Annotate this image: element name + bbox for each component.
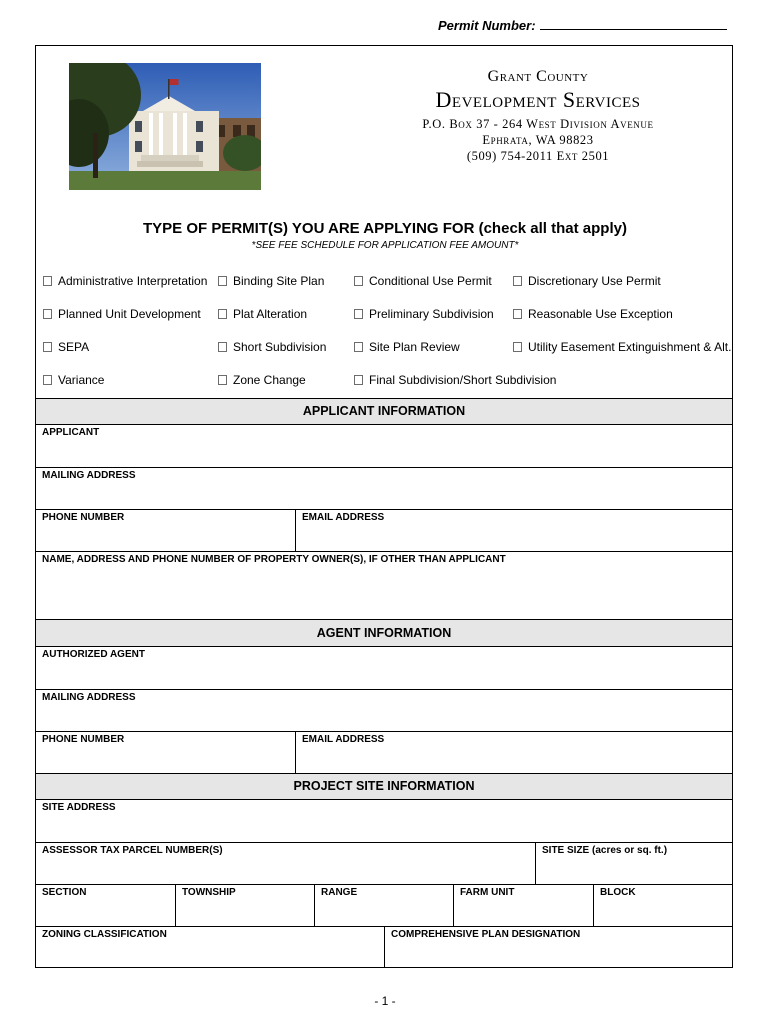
checkbox-label: Final Subdivision/Short Subdivision [369,373,557,387]
fee-schedule-note: *SEE FEE SCHEDULE FOR APPLICATION FEE AMOUNT* [251,240,519,251]
township-label: TOWNSHIP [182,887,236,898]
checkbox-label: Discretionary Use Permit [528,274,661,288]
range-field[interactable] [314,885,453,926]
checkbox-label: Site Plan Review [369,340,460,354]
zoning-classification-field[interactable] [36,927,384,967]
checkbox-box[interactable] [218,342,227,352]
checkbox-short-subdivision[interactable] [218,340,326,354]
site-address-row [36,800,732,842]
checkbox-label: Zone Change [233,373,306,387]
checkbox-box[interactable] [513,276,522,286]
checkbox-box[interactable] [43,375,52,385]
checkbox-box[interactable] [513,309,522,319]
applicant-email-field[interactable] [295,510,732,551]
checkbox-final-subdivision[interactable] [354,373,556,387]
block-field[interactable] [593,885,732,926]
checkbox-box[interactable] [43,342,52,352]
site-address-field[interactable] [36,800,732,842]
checkbox-administrative-interpretation[interactable] [43,274,207,288]
checkbox-label: Administrative Interpretation [58,274,208,288]
phone-number-label: PHONE NUMBER [42,512,125,523]
farm-unit-label: FARM UNIT [460,887,515,898]
mailing-address-label: MAILING ADDRESS [42,692,136,703]
project-section-heading: PROJECT SITE INFORMATION [36,773,732,800]
authorized-agent-label: AUTHORIZED AGENT [42,649,145,660]
agent-email-field[interactable] [295,732,732,773]
checkbox-plat-alteration[interactable] [218,307,307,321]
agent-contact-row [36,731,732,773]
parcel-number-label: ASSESSOR TAX PARCEL NUMBER(S) [42,845,223,856]
agent-phone-field[interactable] [36,732,295,773]
checkbox-variance[interactable] [43,373,104,387]
applicant-field[interactable] [36,425,732,467]
authorized-agent-field[interactable] [36,647,732,689]
address-line-2: Ephrata, WA 98823 [482,133,594,147]
agent-row [36,647,732,689]
checkbox-label: Conditional Use Permit [369,274,492,288]
checkbox-label: Variance [58,373,105,387]
property-owner-field[interactable] [36,552,732,619]
applicant-phone-field[interactable] [36,510,295,551]
county-name: Grant County [487,68,589,85]
checkbox-label: Plat Alteration [233,307,308,321]
parcel-number-field[interactable] [36,843,535,884]
checkbox-discretionary-use-permit[interactable] [513,274,661,288]
checkbox-label: Reasonable Use Exception [528,307,673,321]
agency-header [384,68,692,164]
parcel-row [36,842,732,884]
checkbox-preliminary-subdivision[interactable] [354,307,494,321]
page-number: - 1 - [374,994,396,1008]
applicant-row [36,425,732,467]
checkbox-label: Preliminary Subdivision [369,307,494,321]
agent-mailing-row [36,689,732,731]
application-form [35,45,733,968]
checkbox-label: Short Subdivision [233,340,327,354]
checkbox-box[interactable] [354,375,363,385]
checkbox-box[interactable] [43,276,52,286]
phone-number-label: PHONE NUMBER [42,734,125,745]
courthouse-photo [69,63,261,190]
site-size-field[interactable] [535,843,732,884]
agent-section-heading: AGENT INFORMATION [36,619,732,647]
applicant-label: APPLICANT [42,427,100,438]
township-field[interactable] [175,885,314,926]
permit-number-label: Permit Number: [438,18,536,33]
applicant-mailing-row [36,467,732,509]
block-label: BLOCK [600,887,636,898]
comp-plan-designation-field[interactable] [384,927,732,967]
checkbox-box[interactable] [218,375,227,385]
agent-mailing-address-field[interactable] [36,690,732,731]
section-label: SECTION [42,887,87,898]
checkbox-planned-unit-development[interactable] [43,307,201,321]
site-size-label: SITE SIZE (acres or sq. ft.) [542,845,668,856]
checkbox-conditional-use-permit[interactable] [354,274,492,288]
permit-number-field[interactable] [438,18,727,33]
checkbox-site-plan-review[interactable] [354,340,460,354]
checkbox-box[interactable] [354,309,363,319]
checkbox-box[interactable] [513,342,522,352]
checkbox-box[interactable] [354,276,363,286]
applicant-contact-row [36,509,732,551]
property-owner-label: NAME, ADDRESS AND PHONE NUMBER OF PROPERTY OWNER(S), IF OTHER THAN APPLICANT [42,554,506,565]
email-address-label: EMAIL ADDRESS [302,512,385,523]
department-name: Development Services [435,87,641,112]
checkbox-zone-change[interactable] [218,373,306,387]
farm-unit-field[interactable] [453,885,593,926]
range-label: RANGE [321,887,358,898]
checkbox-box[interactable] [43,309,52,319]
checkbox-binding-site-plan[interactable] [218,274,324,288]
applicant-mailing-address-field[interactable] [36,468,732,509]
agency-phone: (509) 754-2011 Ext 2501 [466,149,610,163]
property-owner-row [36,551,732,619]
email-address-label: EMAIL ADDRESS [302,734,385,745]
mailing-address-label: MAILING ADDRESS [42,470,136,481]
checkbox-utility-easement[interactable] [513,340,731,354]
checkbox-box[interactable] [218,309,227,319]
address-line-1: P.O. Box 37 - 264 West Division Avenue [422,117,654,131]
section-field[interactable] [36,885,175,926]
applicant-section-heading: APPLICANT INFORMATION [36,398,732,425]
zoning-row [36,926,732,967]
checkbox-label: Utility Easement Extinguishment & Alt. [528,340,732,354]
permit-number-line[interactable] [540,18,727,30]
checkbox-sepa[interactable] [43,340,89,354]
site-address-label: SITE ADDRESS [42,802,116,813]
checkbox-reasonable-use-exception[interactable] [513,307,673,321]
legal-description-row [36,884,732,926]
checkbox-label: SEPA [58,340,90,354]
checkbox-label: Planned Unit Development [58,307,201,321]
checkbox-box[interactable] [354,342,363,352]
zoning-classification-label: ZONING CLASSIFICATION [42,929,167,940]
comp-plan-designation-label: COMPREHENSIVE PLAN DESIGNATION [391,929,581,940]
checkbox-label: Binding Site Plan [233,274,325,288]
permit-type-title: TYPE OF PERMIT(S) YOU ARE APPLYING FOR (check all that apply) [143,220,627,237]
checkbox-box[interactable] [218,276,227,286]
